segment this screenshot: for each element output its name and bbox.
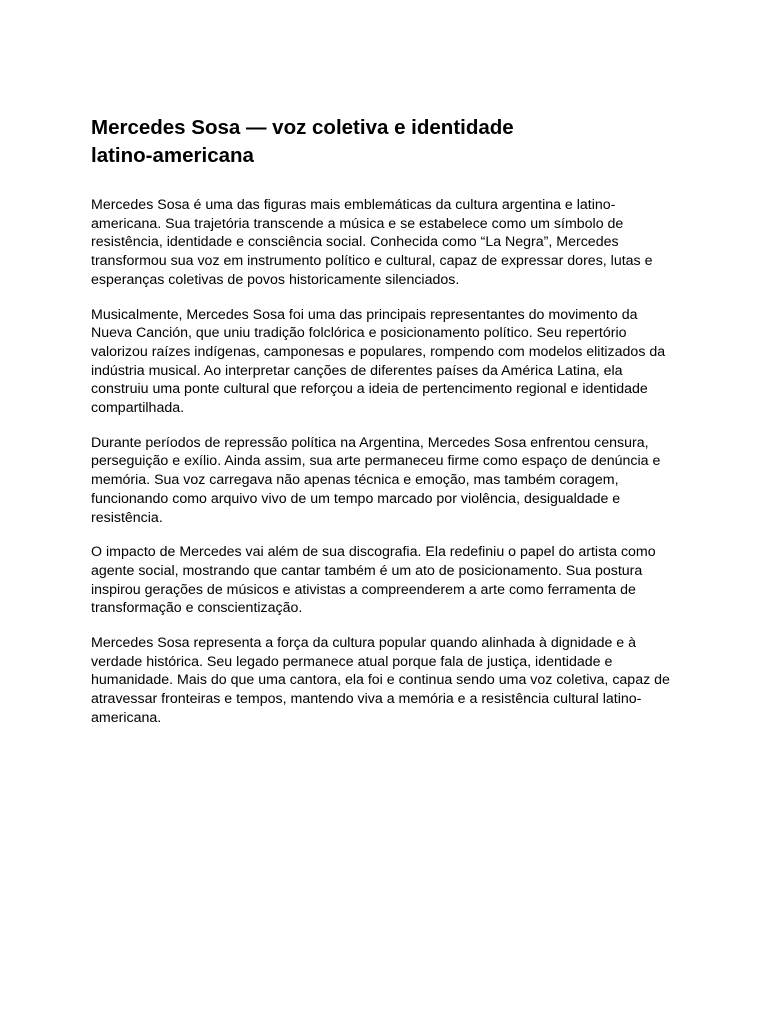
document-page	[91, 114, 681, 744]
paragraph-repression: Durante períodos de repressão política na Argentina, Mercedes Sosa enfrentou censura, perseguição e exílio. Ainda assim, sua arte permaneceu firme como espaço de denúncia e memória. Sua voz carregava não apenas técnica e emoção, mas também coragem, funcionando como arquivo vivo de um tempo marcado por violência, desigualdade e resistência.	[91, 434, 661, 526]
paragraph-intro: Mercedes Sosa é uma das figuras mais emblemáticas da cultura argentina e latino-americana. Sua trajetória transcende a música e se estabelece como um símbolo de resistência, identidade e consciência social. Conhecida como “La Negra”, Mercedes transformou sua voz em instrumento político e cultural, capaz de expressar dores, lutas e esperanças coletivas de povos historicamente silenciados.	[91, 197, 653, 288]
paragraph-legacy: Mercedes Sosa representa a força da cultura popular quando alinhada à dignidade e à verdade histórica. Seu legado permanece atual porque fala de justiça, identidade e humanidade. Mais do que uma cantora, ela foi e continua sendo uma voz coletiva, capaz de atravessar fronteiras e tempos, mantendo viva a memória e a resistência cultural latino-americana.	[91, 635, 670, 726]
paragraph-nueva-cancion: Musicalmente, Mercedes Sosa foi uma das principais representantes do movimento da Nueva Canción, que uniu tradição folclórica e posicionamento político. Seu repertório valorizou raízes indígenas, camponesas e populares, rompendo com modelos elitizados da indústria musical. Ao interpretar canções de diferentes países da América Latina, ela construiu uma ponte cultural que reforçou a ideia de pertencimento regional e identidade compartilhada.	[91, 306, 666, 417]
paragraph-impact: O impacto de Mercedes vai além de sua discografia. Ela redefiniu o papel do artista como agente social, mostrando que cantar também é um ato de posicionamento. Sua postura inspirou gerações de músicos e ativistas a compreenderem a arte como ferramenta de transformação e conscientização.	[91, 544, 656, 617]
document-title: Mercedes Sosa — voz coletiva e identidade latino-americana	[91, 116, 514, 167]
